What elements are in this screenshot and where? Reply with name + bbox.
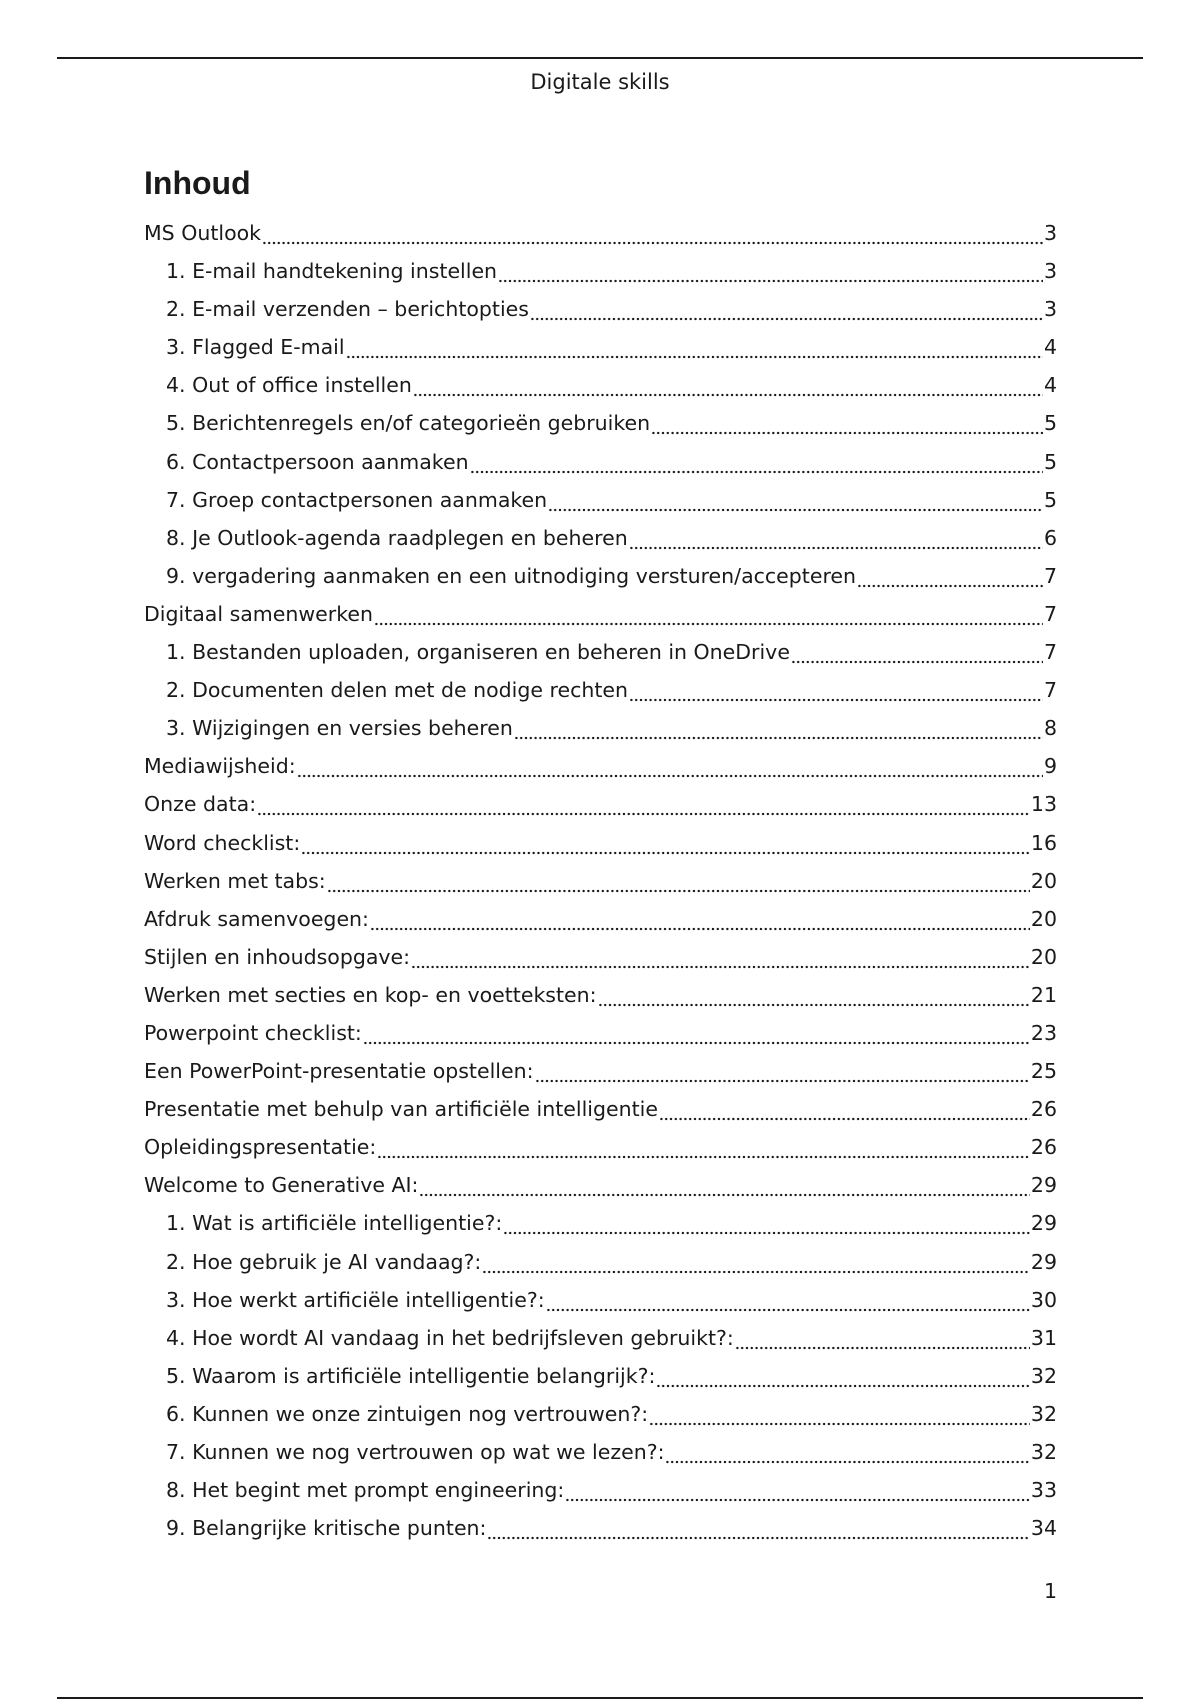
toc-dot-leader: [629, 519, 1043, 557]
toc-entry-title: 1. E-mail handtekening instellen: [166, 259, 498, 284]
toc-dot-leader: [301, 824, 1030, 862]
toc-entry[interactable]: [144, 290, 1057, 328]
toc-entry[interactable]: [144, 1471, 1057, 1509]
toc-entry[interactable]: [144, 938, 1057, 976]
toc-entry[interactable]: [144, 1433, 1057, 1471]
toc-dot-leader: [530, 290, 1043, 328]
toc-entry-title: Onze data:: [144, 792, 257, 817]
toc-entry-page: 4: [1043, 373, 1057, 398]
toc-entry-page: 9: [1043, 754, 1057, 779]
toc-dot-leader: [498, 252, 1043, 290]
footer-rule: [57, 1697, 1143, 1699]
toc-entry[interactable]: [144, 976, 1057, 1014]
toc-entry-page: 25: [1030, 1059, 1057, 1084]
toc-entry-title: 4. Hoe wordt AI vandaag in het bedrijfsleven gebruikt?:: [166, 1325, 734, 1350]
toc-entry-title: 3. Flagged E-mail: [166, 335, 345, 360]
toc-entry[interactable]: [144, 709, 1057, 747]
toc-entry-page: 31: [1030, 1325, 1057, 1350]
toc-entry-title: Afdruk samenvoegen:: [144, 906, 369, 931]
toc-dot-leader: [548, 481, 1043, 519]
toc-entry-title: Word checklist:: [144, 830, 301, 855]
toc-dot-leader: [482, 1243, 1030, 1281]
toc-dot-leader: [297, 747, 1043, 785]
toc-entry-page: 32: [1030, 1363, 1057, 1388]
toc-entry[interactable]: [144, 862, 1057, 900]
toc-entry[interactable]: [144, 214, 1057, 252]
toc-entry-title: 1. Wat is artificiële intelligentie?:: [166, 1211, 503, 1236]
toc-entry-page: 30: [1030, 1287, 1057, 1312]
toc-entry-title: 2. Documenten delen met de nodige rechten: [166, 678, 629, 703]
toc-entry-page: 13: [1030, 792, 1057, 817]
toc-entry-page: 29: [1030, 1249, 1057, 1274]
toc-heading: Inhoud: [144, 165, 251, 201]
toc-entry[interactable]: [144, 824, 1057, 862]
toc-entry[interactable]: [144, 1204, 1057, 1242]
toc-entry[interactable]: [144, 1243, 1057, 1281]
toc-entry-title: 2. Hoe gebruik je AI vandaag?:: [166, 1249, 482, 1274]
toc-entry-page: 29: [1030, 1211, 1057, 1236]
toc-dot-leader: [411, 938, 1030, 976]
toc-entry-page: 20: [1030, 944, 1057, 969]
toc-entry[interactable]: [144, 443, 1057, 481]
toc-dot-leader: [665, 1433, 1029, 1471]
toc-entry-page: 4: [1043, 335, 1057, 360]
toc-entry-page: 8: [1043, 716, 1057, 741]
toc-entry-page: 21: [1030, 982, 1057, 1007]
toc-dot-leader: [649, 1395, 1030, 1433]
toc-entry[interactable]: [144, 1166, 1057, 1204]
toc-dot-leader: [257, 785, 1030, 823]
toc-dot-leader: [419, 1166, 1029, 1204]
toc-entry-title: 1. Bestanden uploaden, organiseren en beheren in OneDrive: [166, 640, 790, 665]
toc-dot-leader: [546, 1281, 1030, 1319]
toc-entry-page: 7: [1043, 640, 1057, 665]
toc-dot-leader: [374, 595, 1043, 633]
toc-entry-page: 7: [1043, 563, 1057, 588]
toc-entry-page: 32: [1030, 1440, 1057, 1464]
toc-entry[interactable]: [144, 1090, 1057, 1128]
toc-dot-leader: [659, 1090, 1030, 1128]
toc-entry-page: 3: [1043, 297, 1057, 322]
toc-entry-title: 7. Groep contactpersonen aanmaken: [166, 487, 548, 512]
toc-entry[interactable]: [144, 252, 1057, 290]
toc-dot-leader: [735, 1319, 1030, 1357]
toc-entry-title: Een PowerPoint-presentatie opstellen:: [144, 1059, 534, 1084]
toc-entry-page: 23: [1030, 1020, 1057, 1045]
toc-entry[interactable]: [144, 633, 1057, 671]
toc-entry-title: Stijlen en inhoudsopgave:: [144, 944, 411, 969]
toc-entry-title: Werken met tabs:: [144, 868, 326, 893]
toc-entry-title: Powerpoint checklist:: [144, 1020, 362, 1045]
toc-entry-title: 8. Je Outlook-agenda raadplegen en beheren: [166, 525, 628, 550]
toc-entry-page: 7: [1043, 601, 1057, 626]
toc-entry-page: 26: [1030, 1097, 1057, 1122]
toc-entry[interactable]: [144, 557, 1057, 595]
toc-entry-page: 20: [1030, 868, 1057, 893]
toc-entry-page: 34: [1030, 1516, 1057, 1541]
toc-dot-leader: [565, 1471, 1030, 1509]
toc-entry-title: 5. Berichtenregels en/of categorieën gebruiken: [166, 411, 651, 436]
toc-entry-title: Digitaal samenwerken: [144, 601, 373, 626]
toc-entry[interactable]: [144, 404, 1057, 442]
toc-dot-leader: [377, 1128, 1030, 1166]
toc-entry[interactable]: [144, 366, 1057, 404]
toc-entry-title: 7. Kunnen we nog vertrouwen op wat we lezen?:: [166, 1440, 665, 1464]
toc-entry[interactable]: [144, 595, 1057, 633]
toc-entry[interactable]: [144, 519, 1057, 557]
table-of-contents: [144, 214, 1057, 1547]
toc-entry-page: 6: [1043, 525, 1057, 550]
toc-entry-page: 32: [1030, 1401, 1057, 1426]
toc-entry-page: 33: [1030, 1478, 1057, 1503]
toc-entry-title: Opleidingspresentatie:: [144, 1135, 377, 1160]
toc-entry-title: 4. Out of office instellen: [166, 373, 412, 398]
toc-entry-title: 2. E-mail verzenden – berichtopties: [166, 297, 529, 322]
toc-entry[interactable]: [144, 1128, 1057, 1166]
toc-entry-title: Presentatie met behulp van artificiële intelligentie: [144, 1097, 658, 1122]
toc-entry-page: 29: [1030, 1173, 1057, 1198]
toc-entry-page: 3: [1043, 259, 1057, 284]
toc-dot-leader: [327, 862, 1030, 900]
toc-entry[interactable]: [144, 1052, 1057, 1090]
toc-dot-leader: [363, 1014, 1030, 1052]
toc-entry[interactable]: [144, 1357, 1057, 1395]
toc-dot-leader: [370, 900, 1030, 938]
toc-dot-leader: [346, 328, 1043, 366]
toc-entry-title: 6. Contactpersoon aanmaken: [166, 449, 469, 474]
toc-entry-title: 3. Wijzigingen en versies beheren: [166, 716, 513, 741]
toc-entry-page: 7: [1043, 678, 1057, 703]
toc-entry[interactable]: [144, 1509, 1057, 1547]
toc-entry[interactable]: [144, 671, 1057, 709]
toc-entry-page: 5: [1043, 411, 1057, 436]
toc-entry[interactable]: [144, 1014, 1057, 1052]
toc-entry-title: Mediawijsheid:: [144, 754, 296, 779]
page-number: 1: [1043, 1579, 1057, 1603]
toc-dot-leader: [857, 557, 1043, 595]
toc-dot-leader: [413, 366, 1043, 404]
header-rule: [57, 57, 1143, 59]
toc-dot-leader: [535, 1052, 1030, 1090]
toc-entry[interactable]: [144, 747, 1057, 785]
toc-entry-title: MS Outlook: [144, 221, 262, 245]
toc-entry[interactable]: [144, 328, 1057, 366]
toc-entry[interactable]: [144, 481, 1057, 519]
page-header: Digitale skills: [530, 70, 670, 94]
toc-entry-page: 5: [1043, 487, 1057, 512]
toc-dot-leader: [262, 214, 1043, 252]
toc-entry-page: 16: [1030, 830, 1057, 855]
toc-entry-page: 20: [1030, 906, 1057, 931]
toc-entry-title: 3. Hoe werkt artificiële intelligentie?:: [166, 1287, 545, 1312]
toc-entry-title: 5. Waarom is artificiële intelligentie belangrijk?:: [166, 1363, 656, 1388]
toc-entry[interactable]: [144, 1395, 1057, 1433]
toc-entry-page: 3: [1043, 221, 1057, 245]
toc-dot-leader: [656, 1357, 1030, 1395]
toc-entry-title: Werken met secties en kop- en voetteksten:: [144, 982, 597, 1007]
toc-entry[interactable]: [144, 900, 1057, 938]
toc-dot-leader: [487, 1509, 1029, 1547]
toc-dot-leader: [791, 633, 1043, 671]
toc-entry-title: Welcome to Generative AI:: [144, 1173, 419, 1198]
toc-entry[interactable]: [144, 785, 1057, 823]
toc-entry-page: 26: [1030, 1135, 1057, 1160]
toc-dot-leader: [629, 671, 1043, 709]
toc-dot-leader: [514, 709, 1043, 747]
toc-dot-leader: [470, 443, 1043, 481]
toc-entry-title: 8. Het begint met prompt engineering:: [166, 1478, 565, 1503]
toc-entry[interactable]: [144, 1281, 1057, 1319]
toc-entry-page: 5: [1043, 449, 1057, 474]
toc-dot-leader: [503, 1204, 1030, 1242]
toc-entry[interactable]: [144, 1319, 1057, 1357]
toc-entry-title: 6. Kunnen we onze zintuigen nog vertrouwen?:: [166, 1401, 649, 1426]
toc-entry-title: 9. vergadering aanmaken en een uitnodiging versturen/accepteren: [166, 563, 857, 588]
toc-dot-leader: [651, 404, 1043, 442]
toc-dot-leader: [598, 976, 1030, 1014]
toc-entry-title: 9. Belangrijke kritische punten:: [166, 1516, 487, 1541]
